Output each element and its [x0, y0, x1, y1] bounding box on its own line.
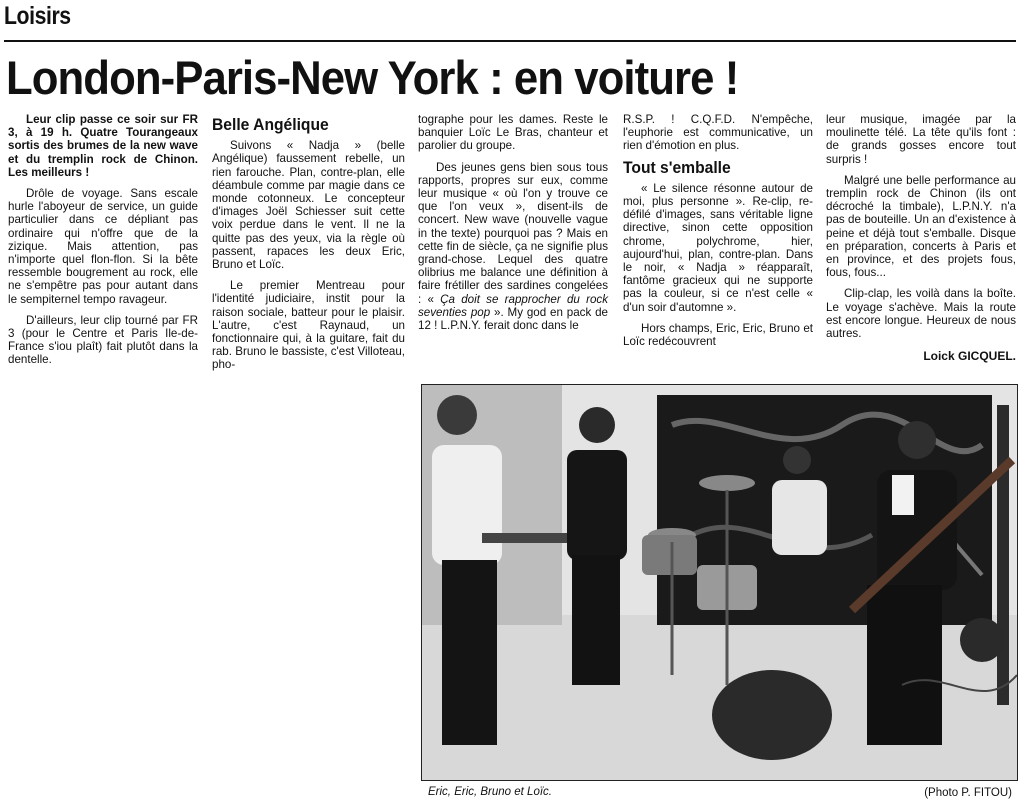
author-signature: Loick GICQUEL.	[923, 349, 1016, 364]
subhead-tout-s-emballe: Tout s'emballe	[623, 157, 731, 177]
col5-paragraph: Clip-clap, les voilà dans la boîte. Le voyage s'achève. Mais la route est encore longue. Heureux de nous autres.	[826, 287, 1016, 341]
column-3	[418, 113, 608, 340]
column-4	[623, 113, 813, 356]
photo-caption: Eric, Eric, Bruno et Loïc.	[428, 786, 552, 798]
column-2	[212, 115, 405, 380]
col3-paragraph: tographe pour les dames. Reste le banquier Loïc Le Bras, chanteur et parolier du groupe.	[418, 113, 608, 153]
col1-paragraph: Drôle de voyage. Sans escale hurle l'aboyeur de service, un guide particulier dans ce dépliant pas ordinaire qui n'offre que de la zizique. Mais attention, pas n'importe quel flon-flon. Si la bête ressemble bougrement au rock, elle ne s'empêtre pas pour autant dans le sempiternel tempo ravageur.	[8, 187, 198, 306]
col2-paragraph: Suivons « Nadja » (belle Angélique) faussement rebelle, un rien farouche. Plan, contre-plan, elle déambule comme par magie dans ce monde cotonneux. Le concepteur d'images Joël Schiesser suit cette voix perdue dans le vent. Il ne la quitte pas des yeux, via la règle où passent, rapaces les deux Eric, Bruno et Loïc.	[212, 139, 405, 272]
column-5	[826, 113, 1016, 363]
subhead-belle-angelique: Belle Angélique	[212, 115, 329, 134]
col3-text: Des jeunes gens bien sous tous rapports, propres sur eux, comme leur musique « où l'on y trouve ce que l'on veux », disent-ils de concert. New wave (nouvelle vague in the texte) pourquoi pas ? Mais en cette fin de siècle, ça ne signifie plus grand-chose. Lequel des quatre olibrius me balance une définition à faire frétiller des sardines congelées : «	[418, 160, 608, 306]
col5-paragraph: Malgré une belle performance au tremplin rock de Chinon (ils ont décroché la timbale), L.P.N.Y. n'a pas de bouteille. Un an d'existence à peine et déjà tout s'emballe. Disque en préparation, concerts à Paris et en province, et des projets fous, fous, fous...	[826, 173, 1016, 280]
col3-quote: Ça doit se rapprocher du rock seventies pop	[418, 292, 608, 319]
band-photo	[421, 384, 1018, 781]
column-1	[8, 113, 198, 375]
top-rule	[4, 40, 1016, 42]
band-photo-illustration	[422, 385, 1017, 780]
col1-paragraph: D'ailleurs, leur clip tourné par FR 3 (pour le Centre et Paris Ile-de-France s'iou plaît) fait plutôt dans la dentelle.	[8, 313, 198, 367]
headline: London-Paris-New York : en voiture !	[6, 51, 739, 104]
col1-paragraph: Leur clip passe ce soir sur FR 3, à 19 h. Quatre Tourangeaux sortis des brumes de la new wave et du tremplin rock de Chinon. Les meilleurs !	[8, 113, 198, 179]
col4-paragraph: Hors champs, Eric, Eric, Bruno et Loïc redécouvrent	[623, 321, 813, 349]
col5-paragraph: leur musique, imagée par la moulinette télé. La tête qu'ils font : de grands gosses encore tout surpris !	[826, 113, 1016, 166]
col3-text: ». My god en pack de 12 ! L.P.N.Y. ferait donc dans le	[418, 305, 608, 333]
col4-paragraph: « Le silence résonne autour de moi, plus personne ». Re-clip, re-défilé d'images, sans véritable ligne directive, sinon cette opposition chrome, polychrome, hier, aujourd'hui, plan, contre-plan. Dans le noir, « Nadja » réapparaît, fantôme gracieux qui ne supporte pas la couleur, si ce n'est celle « d'un soir d'automne ».	[623, 181, 813, 314]
col2-paragraph: Le premier Mentreau pour l'identité judiciaire, instit pour la raison sociale, batteur pour le plaisir. L'autre, c'est Raynaud, un fonctionnaire qui, à la guitare, fait du rab. Bruno le bassiste, c'est Villoteau, pho-	[212, 279, 405, 372]
section-label: Loisirs	[4, 2, 71, 30]
photo-credit: (Photo P. FITOU)	[924, 787, 1012, 799]
col3-paragraph	[418, 161, 608, 333]
col4-paragraph: R.S.P. ! C.Q.F.D. N'empêche, l'euphorie est communicative, un rien d'émotion en plus.	[623, 113, 813, 153]
